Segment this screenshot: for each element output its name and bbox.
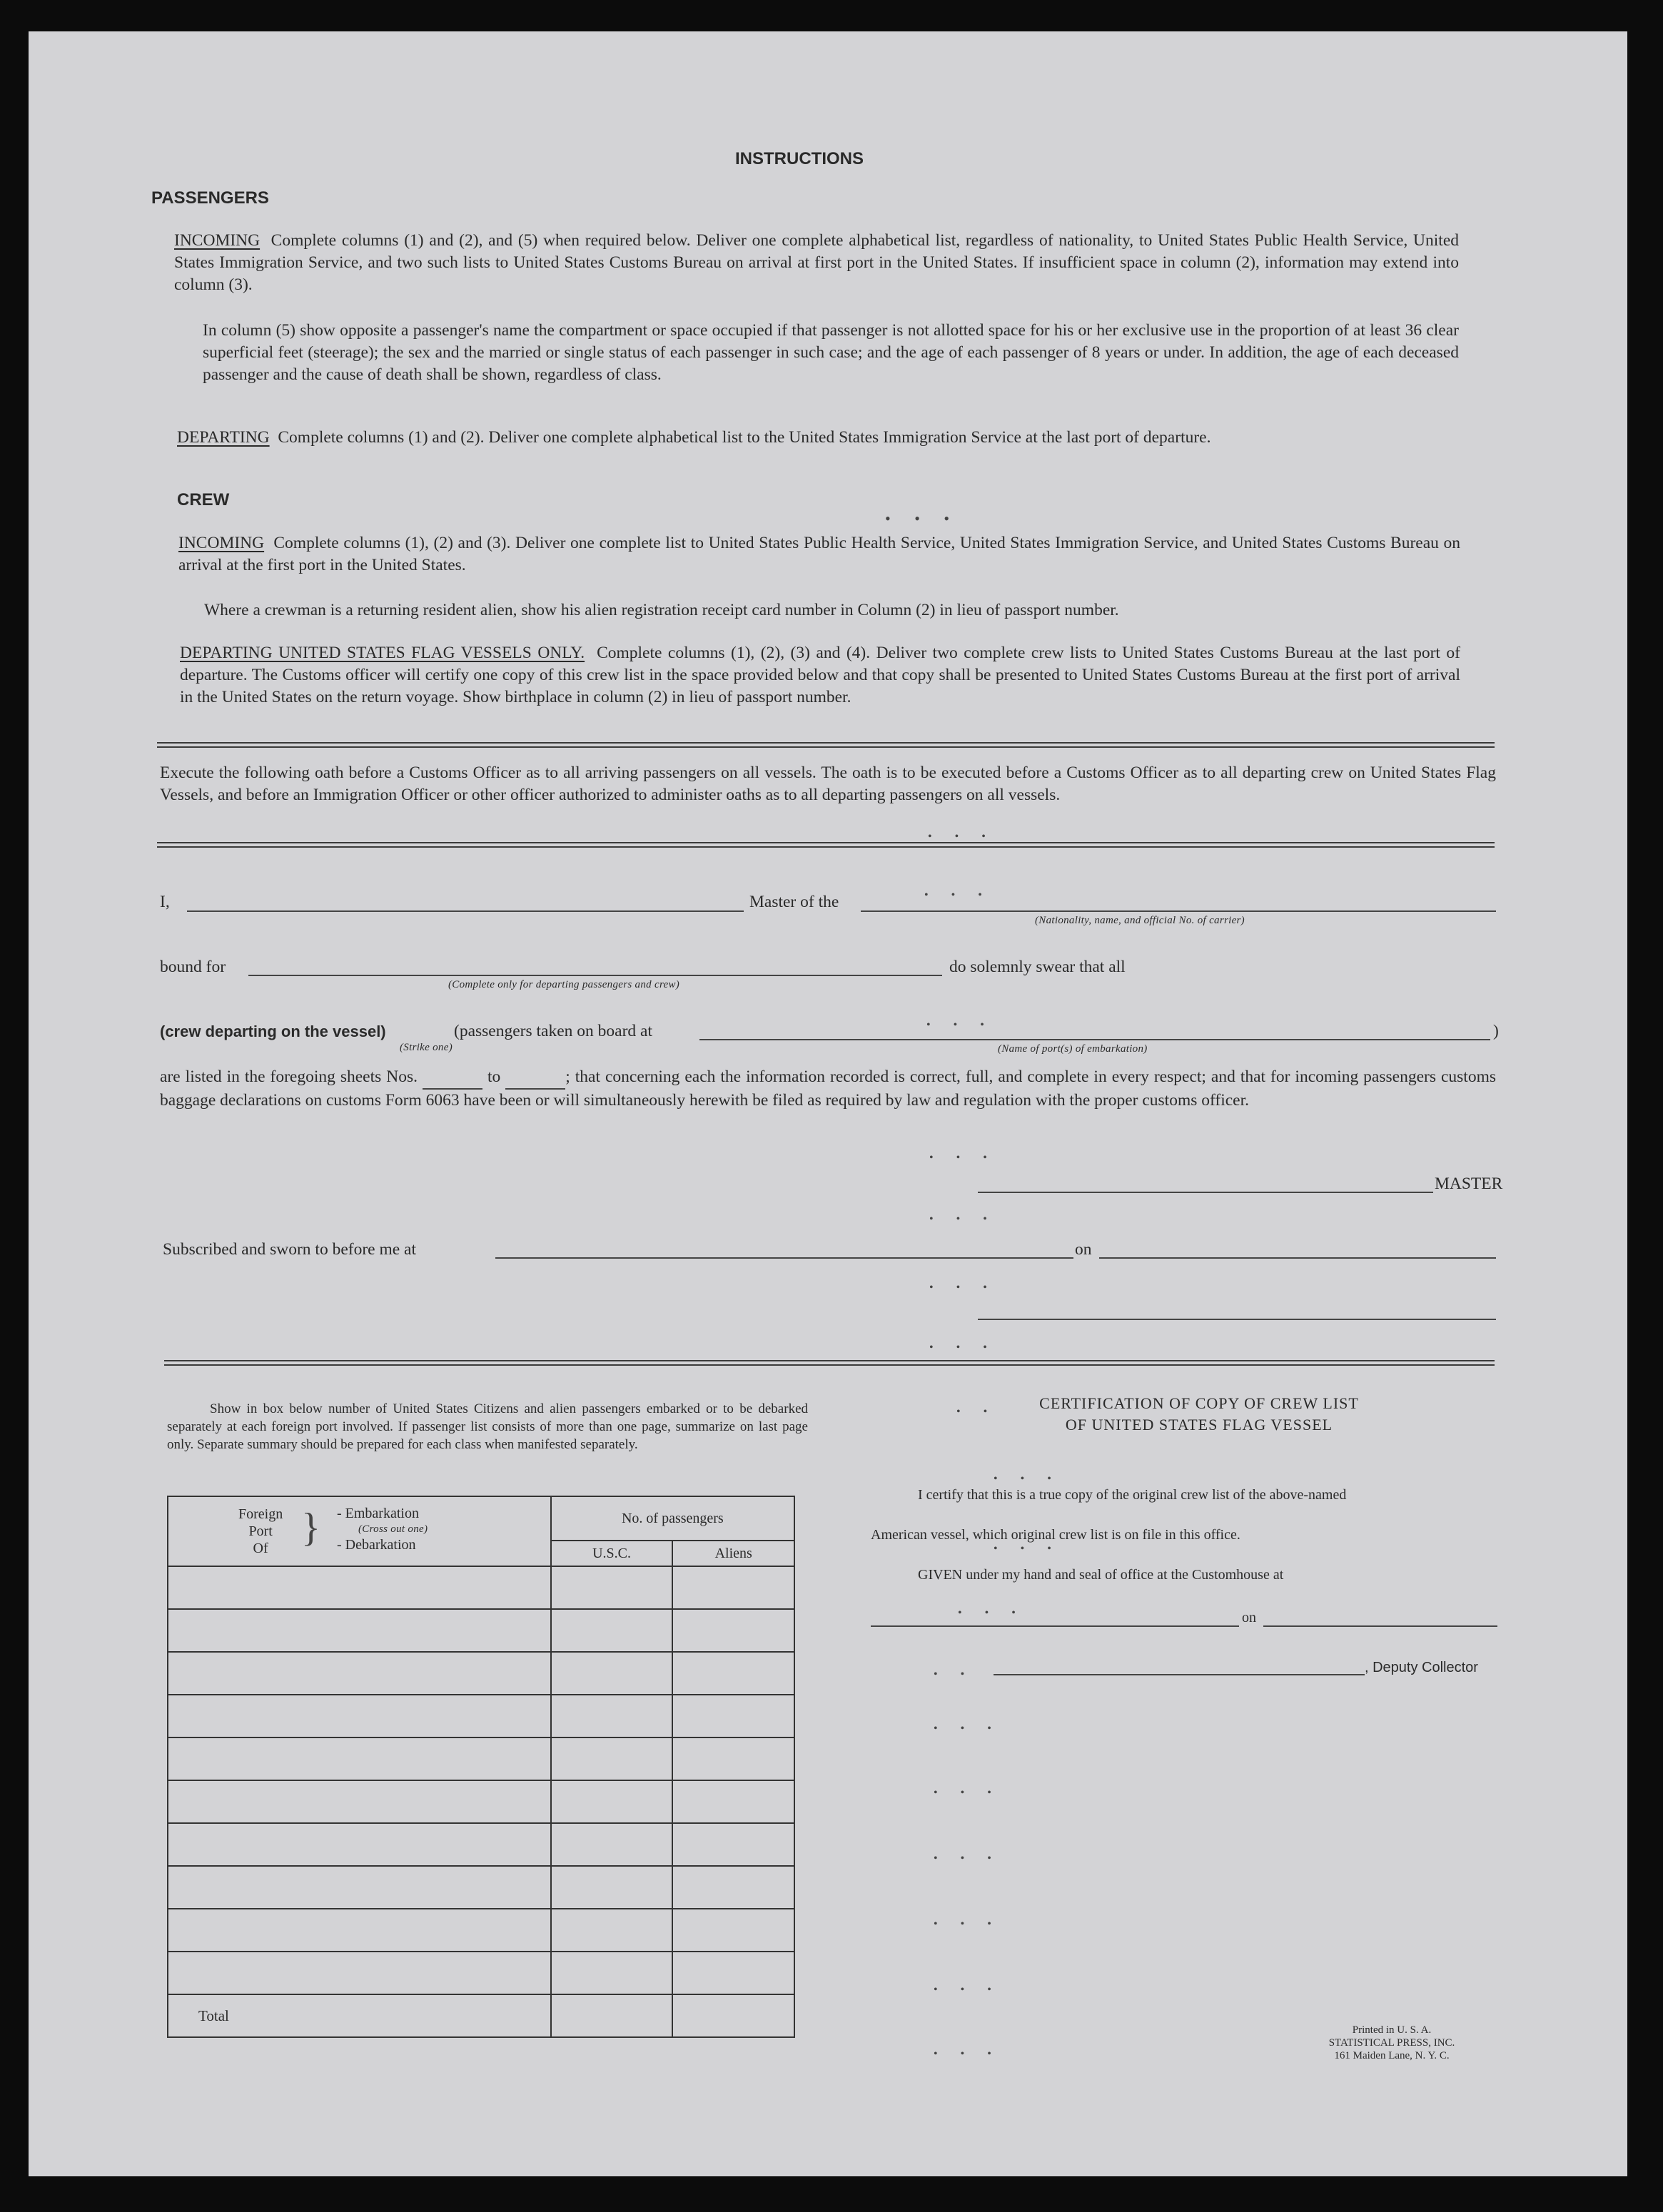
returning-alien-paragraph: Where a crewman is a returning resident alien, show his alien registration receipt card number in Column (2) in lieu of passport number. [204,601,1119,619]
total-usc-cell[interactable] [551,1994,673,2037]
certify-line-2: American vessel, which original crew list is on file in this office. [871,1527,1240,1543]
table-row[interactable] [168,1695,794,1737]
subscribed-place-field[interactable] [495,1257,1073,1259]
listed-text-a: are listed in the foregoing sheets Nos. [160,1067,418,1086]
brace-icon: } [301,1506,320,1550]
certify-date-field[interactable] [1263,1625,1497,1627]
officer-signature-field[interactable] [978,1319,1496,1320]
stray-dots: • • • [885,509,960,527]
total-row[interactable] [168,1994,794,2037]
port-cell[interactable] [168,1695,551,1737]
passengers-taken-option: (passengers taken on board at [454,1022,652,1040]
embark-options [337,1506,428,1553]
aliens-cell[interactable] [672,1609,794,1652]
passengers-departing-paragraph [177,427,1459,449]
debarkation-option[interactable]: - Debarkation [337,1537,416,1553]
crew-departing-paragraph [180,642,1460,709]
passengers-departing-text: Complete columns (1) and (2). Deliver one complete alphabetical list to the United States Immigration Service at the last port of departure. [278,428,1211,447]
passenger-summary-table [167,1496,795,2038]
master-name-field[interactable] [187,910,744,912]
stray-dots: • • • [924,889,992,901]
master-label: MASTER [1435,1175,1503,1193]
master-of-the-label: Master of the [749,893,839,911]
table-row[interactable] [168,1952,794,1994]
stray-dots: • • • [934,1852,1001,1865]
stray-dots: • • • [934,1918,1001,1930]
usc-cell[interactable] [551,1952,673,1994]
crew-incoming-text: Complete columns (1), (2) and (3). Deliver one complete list to United States Public Health Service, United States Immigration Service, and United States Customs Bureau on arrival at the first port in the United States. [178,534,1460,574]
stray-dots: • • • [994,1543,1061,1555]
port-header-foreign: Foreign [238,1506,283,1522]
stray-dots: • • [956,1406,998,1418]
aliens-cell[interactable] [672,1652,794,1695]
usc-cell[interactable] [551,1737,673,1780]
certify-line-1: I certify that this is a true copy of the original crew list of the above-named [918,1487,1347,1503]
port-cell[interactable] [168,1566,551,1609]
bound-for-label: bound for [160,958,226,976]
stray-dots: • • • [929,1213,997,1225]
stray-dots: • • • [934,1787,1001,1799]
table-row[interactable] [168,1566,794,1609]
stray-dots: • • • [926,1019,994,1031]
port-cell[interactable] [168,1780,551,1823]
customhouse-field[interactable] [871,1625,1239,1627]
port-cell[interactable] [168,1823,551,1866]
ports-field[interactable] [699,1039,1490,1040]
deputy-collector-label: , Deputy Collector [1365,1660,1478,1675]
stray-dots: • • • [929,1341,997,1354]
stray-dots: • • • [934,1984,1001,1996]
divider [157,742,1495,748]
oath-intro: Execute the following oath before a Customs Officer as to all arriving passengers on all vessels. The oath is to be executed before a Customs Officer as to all departing crew on United States Flag Vessels, and before an Immigration Officer or other officer authorized to administer oaths as to all departing passengers on all vessels. [160,763,1496,804]
carrier-field[interactable] [861,910,1496,912]
bound-for-field[interactable] [248,975,942,976]
table-row[interactable] [168,1609,794,1652]
stray-dots: • • [934,1668,975,1680]
stray-dots: • • • [934,2048,1001,2060]
port-cell[interactable] [168,1737,551,1780]
stray-dots: • • • [928,831,996,843]
crew-departing-text: Complete columns (1), (2), (3) and (4). Deliver two complete crew lists to United States Customs Bureau at the last port of departure. The Customs officer will certify one copy of this crew list in the space provided below and that copy shall be presented to United States Customs Bureau at the first port of arrival in the United States on the return voyage. Show birthplace in column (2) in lieu of passport number. [180,644,1460,706]
table-row[interactable] [168,1737,794,1780]
usc-cell[interactable] [551,1866,673,1909]
table-row[interactable] [168,1823,794,1866]
aliens-cell[interactable] [672,1695,794,1737]
port-cell[interactable] [168,1952,551,1994]
close-paren: ) [1493,1022,1499,1040]
table-header-row [168,1496,794,1541]
usc-cell[interactable] [551,1566,673,1609]
printer-line-2: STATISTICAL PRESS, INC. [1328,2037,1455,2049]
crew-heading: CREW [177,490,230,509]
listed-paragraph [160,1066,1496,1112]
port-cell[interactable] [168,1609,551,1652]
aliens-cell[interactable] [672,1823,794,1866]
stray-dots: • • • [929,1152,997,1164]
table-row[interactable] [168,1909,794,1952]
instructions-title: INSTRUCTIONS [735,149,864,168]
usc-cell[interactable] [551,1695,673,1737]
passengers-departing-label: DEPARTING [177,428,270,447]
strike-one-note: (Strike one) [400,1042,453,1053]
sheet-to-field[interactable] [505,1066,565,1090]
i-label: I, [160,893,170,911]
aliens-cell[interactable] [672,1909,794,1952]
subscribed-on-label: on [1075,1240,1092,1259]
aliens-cell[interactable] [672,1952,794,1994]
divider [164,1360,1495,1366]
port-cell[interactable] [168,1866,551,1909]
deputy-signature-field[interactable] [994,1674,1365,1675]
certify-on-label: on [1242,1610,1256,1625]
passengers-incoming-label: INCOMING [174,231,261,250]
master-signature-field[interactable] [978,1192,1433,1193]
printer-line-3: 161 Maiden Lane, N. Y. C. [1334,2050,1450,2061]
usc-cell[interactable] [551,1609,673,1652]
port-cell[interactable] [168,1652,551,1695]
stray-dots: • • • [994,1473,1061,1485]
stray-dots: • • • [929,1282,997,1294]
total-aliens-cell[interactable] [672,1994,794,2037]
carrier-note: (Nationality, name, and official No. of carrier) [1035,915,1245,926]
crew-departing-option: (crew departing on the vessel) [160,1023,386,1040]
usc-cell[interactable] [551,1780,673,1823]
listed-text-b: ; that concerning each the information recorded is correct, full, and complete in every respect; and that for incoming passengers customs baggage declarations on customs Form 6063 have been or will simultaneously herewith be filed as required by law and regulation with the proper customs officer. [160,1067,1496,1110]
port-cell[interactable] [168,1909,551,1952]
crew-incoming-label: INCOMING [178,534,265,552]
certify-line-3: GIVEN under my hand and seal of office at the Customhouse at [918,1567,1284,1583]
port-header-cell [168,1496,551,1566]
stray-dots: • • • [934,1723,1001,1735]
usc-cell[interactable] [551,1909,673,1952]
passengers-heading: PASSENGERS [151,188,269,208]
port-header-of: Of [253,1541,268,1556]
usc-header: U.S.C. [551,1541,673,1566]
usc-cell[interactable] [551,1823,673,1866]
cross-out-note: (Cross out one) [358,1523,428,1535]
printer-imprint [1285,2024,1499,2062]
usc-cell[interactable] [551,1652,673,1695]
subscribed-date-field[interactable] [1099,1257,1496,1259]
passengers-incoming-paragraph [174,230,1459,296]
crew-departing-label: DEPARTING UNITED STATES FLAG VESSELS ONLY. [180,644,585,662]
sheet-from-field[interactable] [423,1066,482,1090]
port-header-labels [238,1506,283,1557]
certification-title-line-2: OF UNITED STATES FLAG VESSEL [1065,1416,1333,1434]
table-row[interactable] [168,1780,794,1823]
column5-paragraph: In column (5) show opposite a passenger's name the compartment or space occupied if that passenger is not allotted space for his or her exclusive use in the proportion of at least 36 clear superficial feet (steerage); the sex and the married or single status of each passenger in such case; and the age of each passenger of 8 years or under. In addition, the age of each deceased passenger and the cause of death shall be shown, regardless of class. [203,321,1459,384]
aliens-cell[interactable] [672,1737,794,1780]
total-label: Total [168,1994,551,2037]
table-row[interactable] [168,1866,794,1909]
embarkation-option[interactable]: - Embarkation [337,1506,419,1521]
port-header-port: Port [248,1523,273,1539]
form-page [29,31,1627,2176]
divider [157,842,1495,848]
aliens-cell[interactable] [672,1866,794,1909]
solemnly-text: do solemnly swear that all [949,958,1126,976]
ports-note: (Name of port(s) of embarkation) [998,1043,1148,1055]
table-row[interactable] [168,1652,794,1695]
certification-title [1014,1393,1385,1436]
listed-to: to [487,1067,501,1086]
aliens-cell[interactable] [672,1566,794,1609]
passengers-header: No. of passengers [551,1496,794,1541]
stray-dots: • • • [958,1607,1026,1619]
crew-incoming-paragraph [178,532,1460,577]
certification-title-line-1: CERTIFICATION OF COPY OF CREW LIST [1039,1394,1359,1412]
aliens-cell[interactable] [672,1780,794,1823]
printer-line-1: Printed in U. S. A. [1352,2024,1432,2036]
summary-instructions: Show in box below number of United States Citizens and alien passengers embarked or to be debarked separately at each foreign port involved. If passenger list consists of more than one page, summarize on last page only. Separate summary should be prepared for each class when manifested separately. [167,1401,808,1452]
aliens-header: Aliens [672,1541,794,1566]
subscribed-label: Subscribed and sworn to before me at [163,1240,417,1259]
bound-note: (Complete only for departing passengers and crew) [448,979,680,990]
passengers-incoming-text: Complete columns (1) and (2), and (5) when required below. Deliver one complete alphabetical list, regardless of nationality, to United States Public Health Service, United States Immigration Service, and two such lists to United States Customs Bureau on arrival at first port in the United States. If insufficient space in column (2), information may extend into column (3). [174,231,1459,294]
